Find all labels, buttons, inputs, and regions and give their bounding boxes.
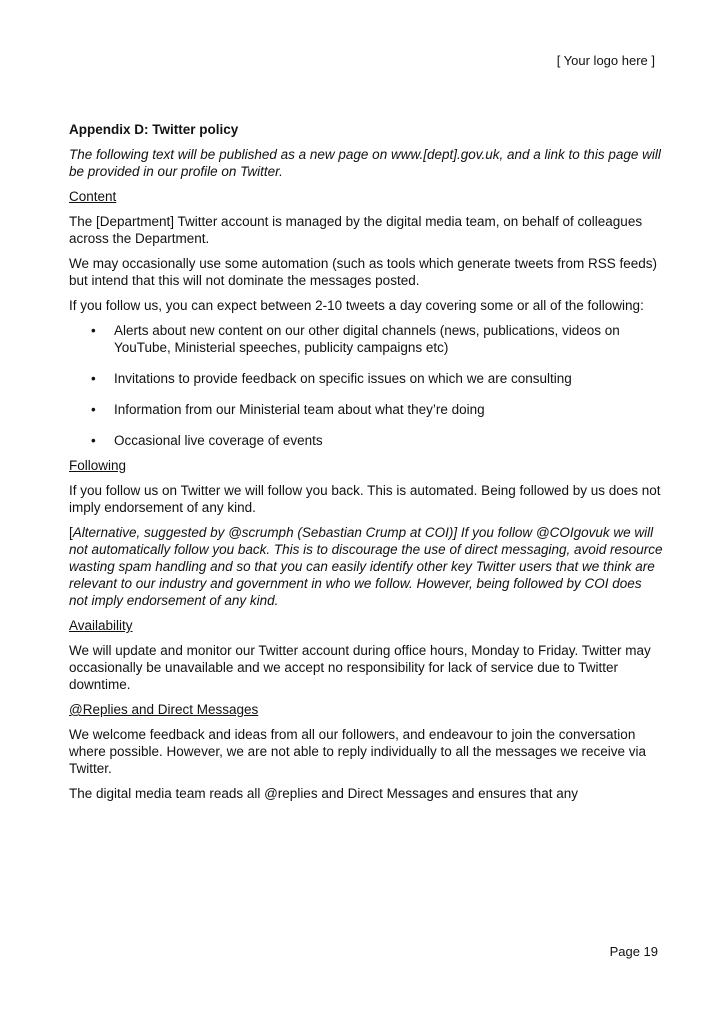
availability-paragraph-1: We will update and monitor our Twitter account during office hours, Monday to Friday. Twitter may occasionally be unavailable and we accept no responsibility for lack of service due to Twitter downtime. (69, 643, 651, 692)
bullet-icon: • (91, 433, 96, 448)
replies-paragraph-2: The digital media team reads all @replies and Direct Messages and ensures that any (69, 786, 578, 801)
section-heading-content: Content (69, 189, 117, 204)
bullet-icon: • (91, 402, 96, 417)
bullet-icon: • (91, 323, 96, 338)
list-item-text: Information from our Ministerial team about what they’re doing (114, 402, 485, 417)
alternative-text: Alternative, suggested by @scrumph (Sebastian Crump at COI)] If you follow @COIgovuk we will not automatically follow you back. This is to discourage the use of direct messaging, avoid resource wasting spam handling and so that you can easily identify other key Twitter users that we think are relevant to our industry and government in who we follow. However, being followed by COI does not imply endorsement of any kind. (69, 525, 663, 608)
list-item-text: Invitations to provide feedback on specific issues on which we are consulting (114, 371, 572, 386)
list-item-text: Alerts about new content on our other digital channels (news, publications, videos on YouTube, Ministerial speeches, publicity campaigns etc) (114, 323, 620, 355)
list-item (69, 322, 663, 356)
intro-paragraph: The following text will be published as a new page on www.[dept].gov.uk, and a link to this page will be provided in our profile on Twitter. (69, 147, 661, 179)
list-item (69, 401, 663, 418)
content-paragraph-1: The [Department] Twitter account is managed by the digital media team, on behalf of colleagues across the Department. (69, 214, 643, 246)
content-paragraph-2: We may occasionally use some automation (such as tools which generate tweets from RSS feeds) but intend that this will not dominate the messages posted. (69, 256, 658, 288)
replies-paragraph-1: We welcome feedback and ideas from all our followers, and endeavour to join the conversation where possible. However, we are not able to reply individually to all the messages we receive via Twitter. (69, 727, 647, 776)
logo-placeholder: [ Your logo here ] (556, 53, 655, 68)
document-body (69, 121, 663, 810)
list-item (69, 370, 663, 387)
following-paragraph-1: If you follow us on Twitter we will follow you back. This is automated. Being followed by us does not imply endorsement of any kind. (69, 483, 661, 515)
bullet-icon: • (91, 371, 96, 386)
content-bullet-list (69, 322, 663, 449)
following-alternative-paragraph (69, 524, 663, 609)
section-heading-following: Following (69, 458, 127, 473)
list-item-text: Occasional live coverage of events (114, 433, 323, 448)
page-title: Appendix D: Twitter policy (69, 122, 239, 137)
content-paragraph-3: If you follow us, you can expect between 2-10 tweets a day covering some or all of the following: (69, 298, 644, 313)
page-number: Page 19 (609, 944, 658, 959)
section-heading-replies: @Replies and Direct Messages (69, 702, 259, 717)
section-heading-availability: Availability (69, 618, 133, 633)
list-item (69, 432, 663, 449)
alternative-open-bracket: [ (69, 525, 73, 540)
